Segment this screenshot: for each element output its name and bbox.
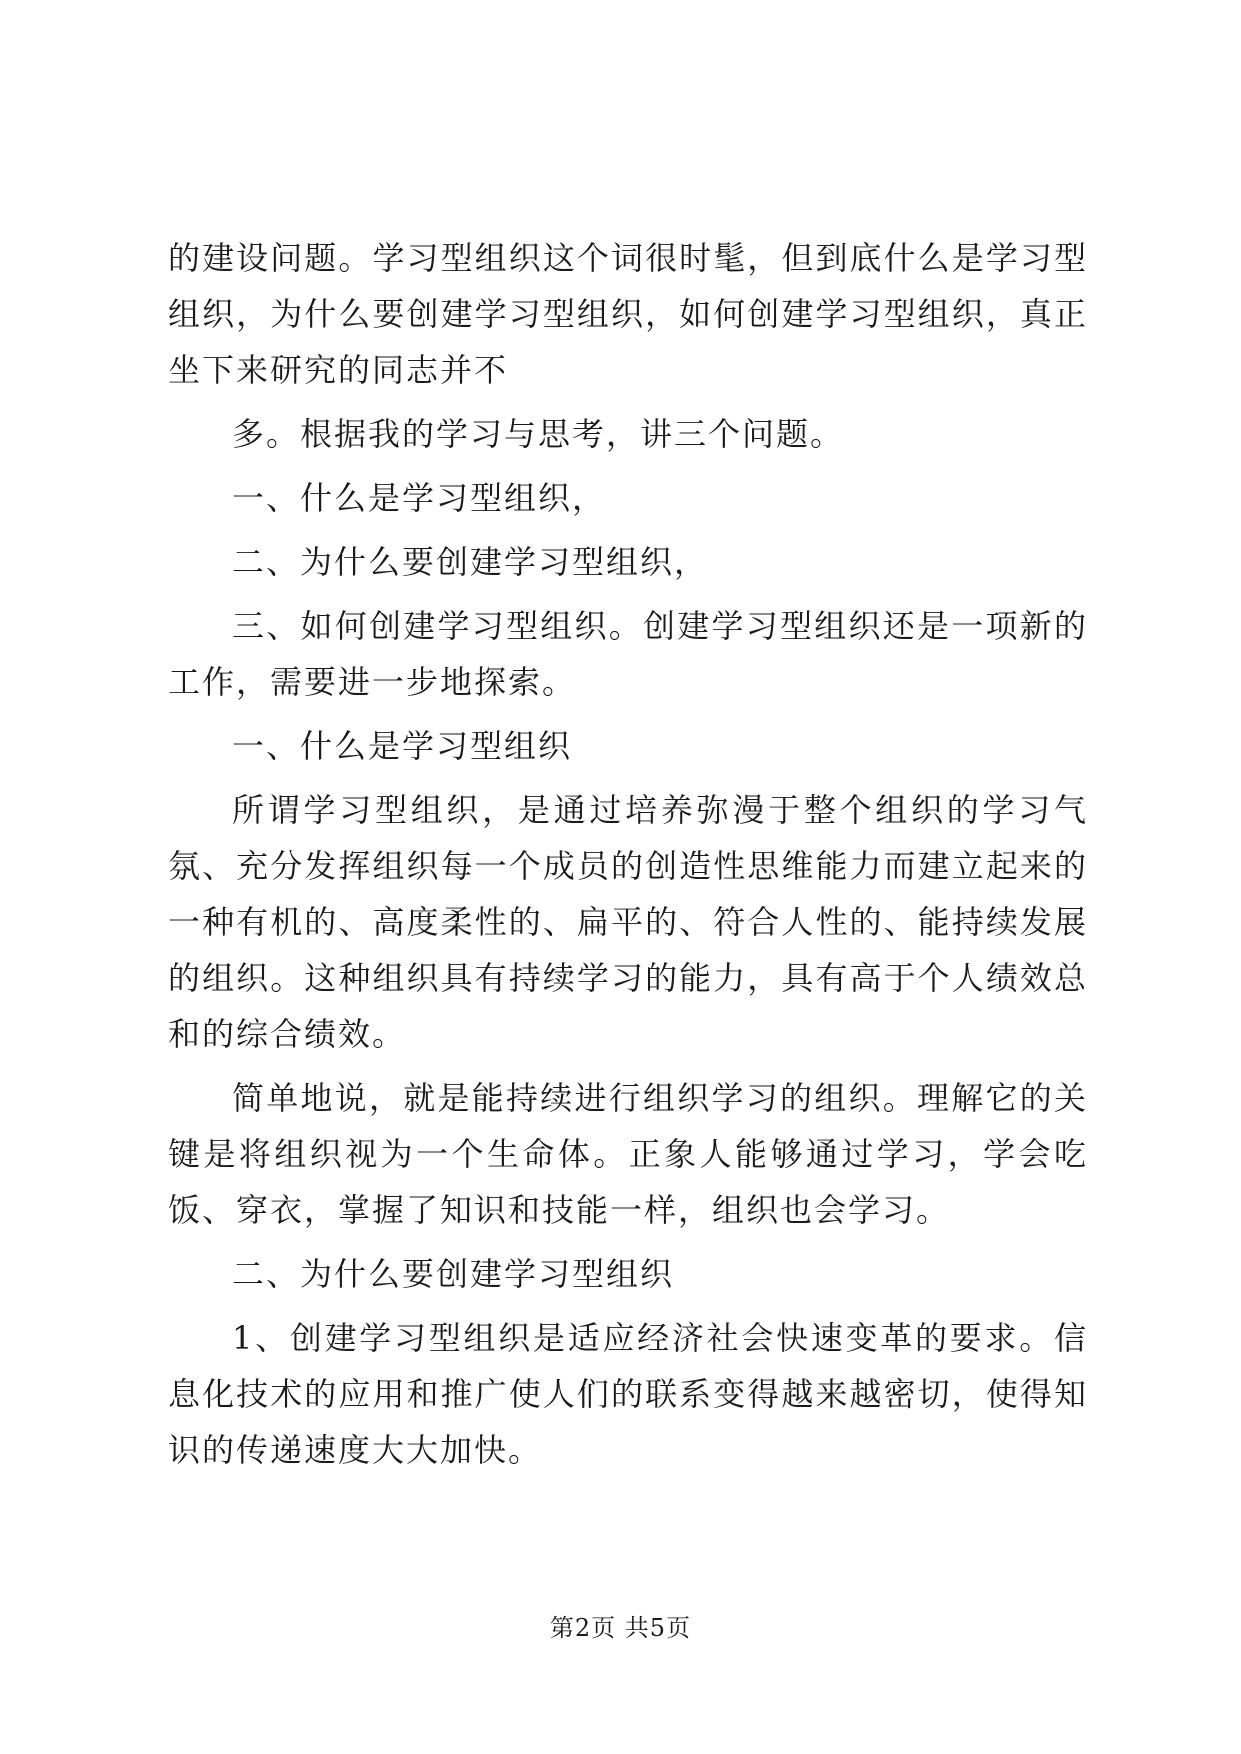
page-number-footer: 第2页 共5页 bbox=[549, 1614, 692, 1642]
paragraph-continuation: 的建设问题。学习型组织这个词很时髦，但到底什么是学习型组织，为什么要创建学习型组织，如何创建学习型组织，真正坐下来研究的同志并不 bbox=[168, 239, 1088, 389]
document-body bbox=[168, 230, 1088, 1486]
outline-item-2: 二、为什么要创建学习型组织， bbox=[232, 543, 709, 581]
section-heading-1: 一、什么是学习型组织 bbox=[232, 727, 573, 765]
section-heading-2: 二、为什么要创建学习型组织 bbox=[232, 1255, 675, 1293]
paragraph-definition: 所谓学习型组织，是通过培养弥漫于整个组织的学习气氛、充分发挥组织每一个成员的创造性思维能力而建立起来的一种有机的、高度柔性的、扁平的、符合人性的、能持续发展的组织。这种组织具有持续学习的能力，具有高于个人绩效总和的综合绩效。 bbox=[168, 791, 1088, 1053]
paragraph-reason-1: 1、创建学习型组织是适应经济社会快速变革的要求。信息化技术的应用和推广使人们的联系变得越来越密切，使得知识的传递速度大大加快。 bbox=[168, 1319, 1088, 1469]
outline-item-1: 一、什么是学习型组织， bbox=[232, 479, 607, 517]
paragraph-simple-explanation: 简单地说，就是能持续进行组织学习的组织。理解它的关键是将组织视为一个生命体。正象人能够通过学习，学会吃饭、穿衣，掌握了知识和技能一样，组织也会学习。 bbox=[168, 1079, 1088, 1229]
paragraph-intro: 多。根据我的学习与思考，讲三个问题。 bbox=[232, 415, 845, 453]
outline-item-3: 三、如何创建学习型组织。创建学习型组织还是一项新的工作，需要进一步地探索。 bbox=[168, 607, 1088, 701]
